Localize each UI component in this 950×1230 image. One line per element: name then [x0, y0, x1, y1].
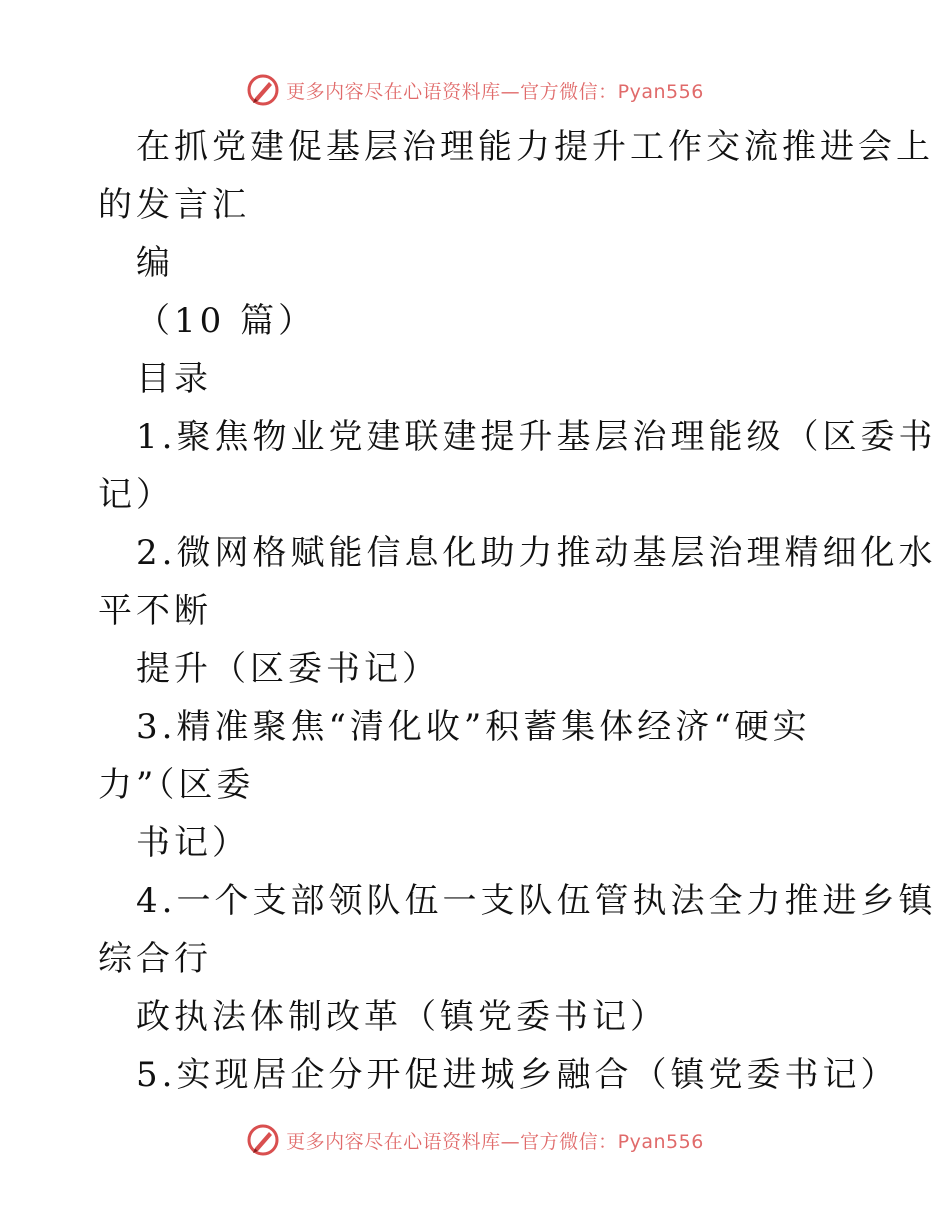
- doc-title-line: 的发言汇: [98, 185, 250, 225]
- watermark-text: 更多内容尽在心语资料库—官方微信：Pyan556: [286, 1130, 704, 1153]
- toc-item: 3.精准聚焦“清化收”积蓄集体经济“硬实: [136, 707, 811, 747]
- watermark-banner-top: [0, 70, 950, 110]
- toc-item: 书记）: [136, 823, 250, 863]
- toc-item: 提升（区委书记）: [136, 649, 440, 689]
- toc-item: 记）: [98, 475, 174, 515]
- toc-heading: 目录: [136, 359, 212, 399]
- document-body: [98, 118, 937, 1104]
- toc-item: 2.微网格赋能信息化助力推动基层治理精细化水: [136, 533, 937, 573]
- doc-title-line: 编: [136, 243, 174, 283]
- doc-title-line: 在抓党建促基层治理能力提升工作交流推进会上: [136, 127, 934, 167]
- doc-subtitle: （10 篇）: [136, 301, 317, 341]
- watermark-text: 更多内容尽在心语资料库—官方微信：Pyan556: [286, 80, 704, 103]
- toc-item: 力”（区委: [98, 765, 255, 805]
- watermark-banner-bottom: [0, 1120, 950, 1160]
- pen-logo-icon: [246, 1123, 280, 1157]
- toc-item: 4.一个支部领队伍一支队伍管执法全力推进乡镇: [136, 881, 937, 921]
- toc-item: 5.实现居企分开促进城乡融合（镇党委书记）: [136, 1055, 899, 1095]
- toc-item: 综合行: [98, 939, 212, 979]
- toc-item: 平不断: [98, 591, 212, 631]
- pen-logo-icon: [246, 73, 280, 107]
- toc-item: 政执法体制改革（镇党委书记）: [136, 997, 668, 1037]
- toc-item: 1.聚焦物业党建联建提升基层治理能级（区委书: [136, 417, 937, 457]
